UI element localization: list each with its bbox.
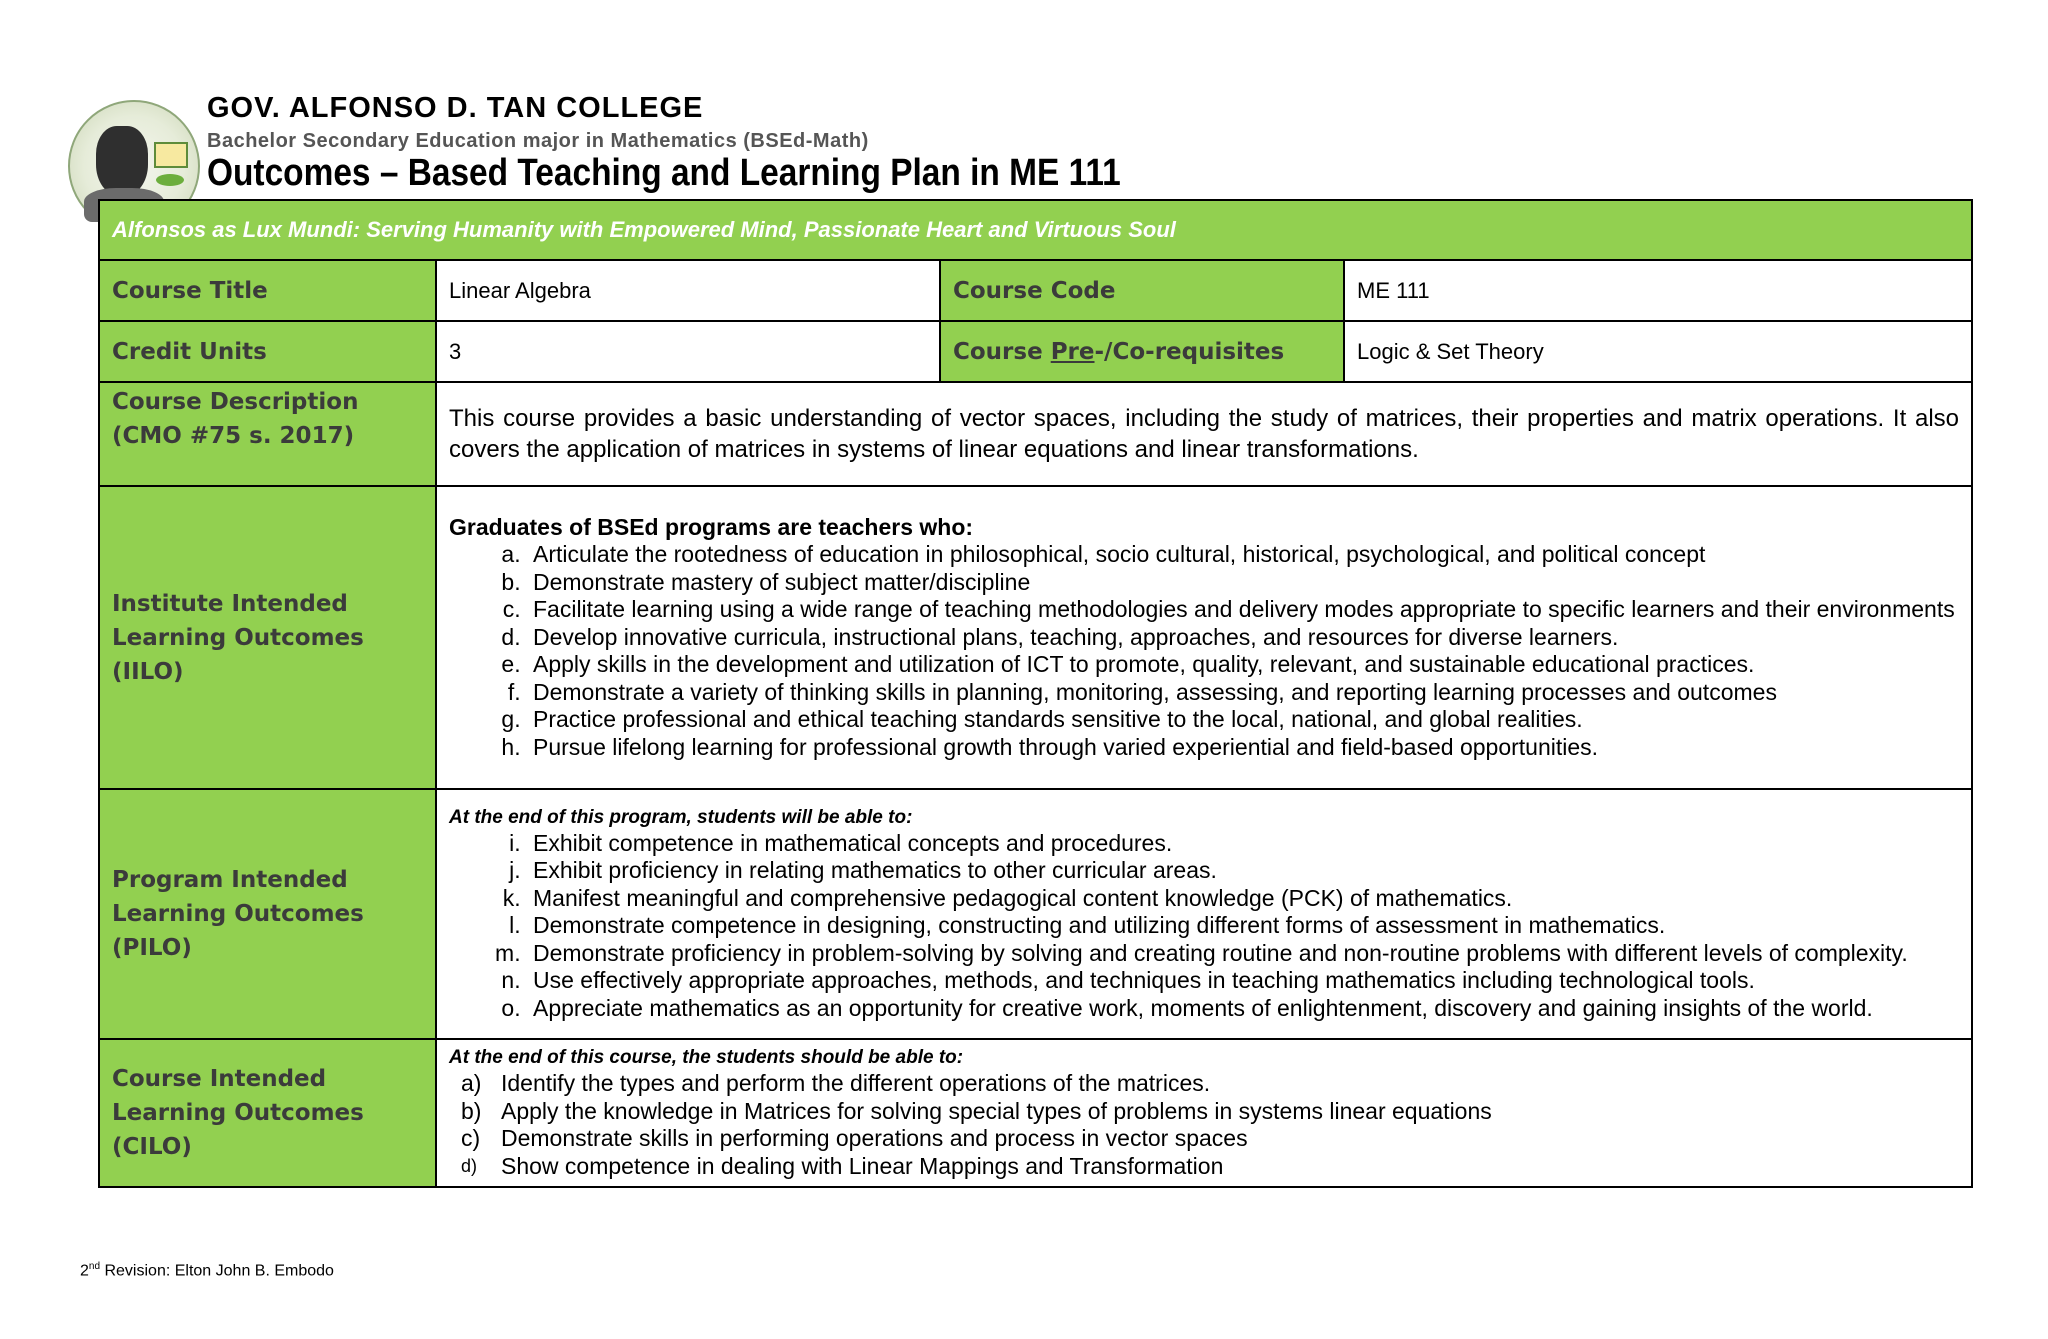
cilo-intro: At the end of this course, the students should be able to: [449, 1047, 964, 1068]
list-item: n. Use effectively appropriate approaches, methods, and techniques in teaching mathematics including technological tools. [527, 967, 1959, 995]
cilo-list [449, 1070, 1959, 1180]
revision-ordinal-suffix: nd [88, 1261, 101, 1272]
cilo-label-line1: Course Intended [112, 1066, 327, 1092]
list-item: o. Appreciate mathematics as an opportunity for creative work, moments of enlightenment, discovery and gaining insights of the world. [527, 995, 1959, 1023]
revision-ordinal: 2 [80, 1262, 89, 1280]
iilo-content [436, 486, 1972, 789]
list-item: l. Demonstrate competence in designing, constructing and utilizing different forms of assessment in mathematics. [527, 912, 1959, 940]
prereq-label-part2: Pre [1050, 338, 1095, 365]
iilo-label-line2: Learning Outcomes [112, 624, 364, 651]
list-text: Identify the types and perform the different operations of the matrices. [501, 1070, 1211, 1096]
list-item [461, 1070, 1959, 1098]
course-description-value: This course provides a basic understanding of vector spaces, including the study of matrices, their properties and matrix operations. It also covers the application of matrices in systems of linear equations and linear transformations. [436, 382, 1972, 486]
pilo-list [449, 830, 1959, 1023]
cilo-label-line2: Learning Outcomes [112, 1100, 364, 1126]
iilo-intro: Graduates of BSEd programs are teachers who: [449, 514, 974, 540]
prerequisites-value: Logic & Set Theory [1344, 321, 1972, 382]
course-description-label-line2: (CMO #75 s. 2017) [112, 423, 355, 449]
plan-title: Outcomes – Based Teaching and Learning Plan in ME 111 [207, 152, 1121, 194]
list-marker: b) [461, 1097, 482, 1124]
revision-footer [80, 1261, 334, 1280]
course-code-label: Course Code [940, 260, 1344, 321]
prereq-label-part1: Course [953, 338, 1051, 365]
iilo-label [99, 486, 436, 789]
leaf-emblem-icon [156, 174, 184, 186]
course-title-value: Linear Algebra [436, 260, 940, 321]
course-code-value: ME 111 [1344, 260, 1972, 321]
pilo-label-line1: Program Intended [112, 867, 348, 893]
document-header [68, 92, 1968, 202]
list-item [461, 1152, 1959, 1181]
prereq-label-part3: -/Co-requisites [1094, 338, 1285, 365]
course-title-label: Course Title [99, 260, 436, 321]
motto-text: Alfonsos as Lux Mundi: Serving Humanity with Empowered Mind, Passionate Heart and Virtuous Soul [112, 217, 1176, 242]
list-marker: c) [461, 1125, 481, 1151]
list-item: e. Apply skills in the development and utilization of ICT to promote, quality, relevant, and sustainable educational practices. [527, 651, 1959, 679]
list-text: Demonstrate skills in performing operations and process in vector spaces [501, 1125, 1248, 1151]
credit-units-value: 3 [436, 321, 940, 382]
program-name: Bachelor Secondary Education major in Mathematics (BSEd-Math) [207, 130, 869, 152]
list-item: d. Develop innovative curricula, instructional plans, teaching, approaches, and resources for diverse learners. [527, 624, 1959, 652]
pilo-intro: At the end of this program, students will be able to: [449, 806, 913, 828]
list-item: h. Pursue lifelong learning for professional growth through varied experiential and field-based opportunities. [527, 734, 1959, 762]
pilo-content [436, 789, 1972, 1039]
list-item: k. Manifest meaningful and comprehensive pedagogical content knowledge (PCK) of mathematics. [527, 885, 1959, 913]
course-description-label-line1: Course Description [112, 389, 359, 415]
pilo-label [99, 789, 436, 1039]
pilo-label-line3: (PILO) [112, 935, 192, 961]
list-item: g. Practice professional and ethical teaching standards sensitive to the local, national, and global realities. [527, 706, 1959, 734]
prerequisites-label [940, 321, 1344, 382]
pilo-label-line2: Learning Outcomes [112, 901, 364, 927]
course-plan-table [98, 199, 1973, 1188]
list-item: b. Demonstrate mastery of subject matter/discipline [527, 569, 1959, 597]
cilo-label [99, 1039, 436, 1187]
iilo-list [449, 541, 1959, 761]
portrait-figure [96, 126, 148, 196]
list-text: Show competence in dealing with Linear Mappings and Transformation [501, 1152, 1224, 1179]
course-description-label [99, 382, 436, 486]
list-text: Apply the knowledge in Matrices for solving special types of problems in systems linear equations [501, 1097, 1492, 1124]
motto-row [99, 200, 1972, 260]
list-item: i. Exhibit competence in mathematical concepts and procedures. [527, 830, 1959, 858]
list-marker: d) [461, 1155, 478, 1176]
list-item [461, 1097, 1959, 1126]
list-item: c. Facilitate learning using a wide range of teaching methodologies and delivery modes appropriate to specific learners and their environments [527, 596, 1959, 624]
cilo-content [436, 1039, 1972, 1187]
cilo-label-line3: (CILO) [112, 1134, 192, 1160]
list-item: a. Articulate the rootedness of education in philosophical, socio cultural, historical, psychological, and political concept [527, 541, 1959, 569]
list-marker: a) [461, 1070, 482, 1096]
list-item [461, 1125, 1959, 1153]
list-item: f. Demonstrate a variety of thinking skills in planning, monitoring, assessing, and reporting learning processes and outcomes [527, 679, 1959, 707]
iilo-label-line1: Institute Intended [112, 590, 348, 617]
list-item: m. Demonstrate proficiency in problem-solving by solving and creating routine and non-routine problems with different levels of complexity. [527, 940, 1959, 968]
book-emblem-icon [154, 142, 188, 168]
credit-units-label: Credit Units [99, 321, 436, 382]
iilo-label-line3: (IILO) [112, 658, 184, 685]
list-item: j. Exhibit proficiency in relating mathematics to other curricular areas. [527, 857, 1959, 885]
revision-text: Revision: Elton John B. Embodo [100, 1262, 334, 1280]
college-name: GOV. ALFONSO D. TAN COLLEGE [207, 92, 704, 124]
